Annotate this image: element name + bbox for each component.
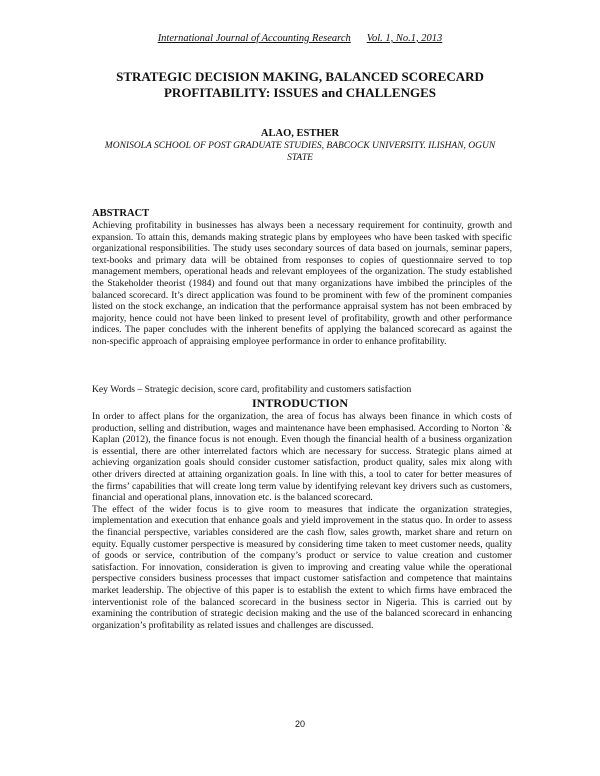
paper-title: STRATEGIC DECISION MAKING, BALANCED SCORECARD PROFITABILITY: ISSUES and CHALLENGES <box>116 69 484 100</box>
abstract-heading: ABSTRACT <box>92 208 150 219</box>
introduction-heading: INTRODUCTION <box>251 396 348 410</box>
author-name: ALAO, ESTHER <box>260 128 340 139</box>
abstract-text: Achieving profitability in businesses has always been a necessary requirement for continuity, growth and expansion. To attain this, demands making strategic plans by employees who have been tasked with specific organizational responsibilities. The study uses secondary sources of data based on journals, seminar papers, text-books and primary data will be obtained from responses to copies of questionnaire served to top management members, operational heads and relevant employees of the organization. The study established the Stakeholder theorist (1984) and found out that many organizations have imbibed the principles of the balanced scorecard. It’s direct application was found to be prominent with few of the prominent companies listed on the stock exchange, an indication that the performance appraisal system has not been embraced by majority, hence could not have been linked to present level of profitability, growth and other performance indices. The paper concludes with the inherent benefits of applying the balanced scorecard as against the non-specific approach of appraising employee performance in order to enhance profitability. <box>92 220 512 347</box>
author-affiliation: MONISOLA SCHOOL OF POST GRADUATE STUDIES, BABCOCK UNIVERSITY. ILISHAN, OGUN STATE <box>104 141 496 163</box>
page-number: 20 <box>294 719 305 729</box>
running-header <box>0 33 600 44</box>
journal-name: International Journal of Accounting Research <box>157 33 351 44</box>
introduction-body <box>92 411 512 631</box>
introduction-paragraph-1: In order to affect plans for the organization, the area of focus has always been finance in which costs of production, selling and distribution, wages and maintenance have been emphasised. According to Norton `& Kaplan (2012), the finance focus is not enough. Even though the financial health of a business organization is essential, there are other interrelated factors which are necessary for success. Strategic plans aimed at achieving organization goals should consider customer satisfaction, product quality, sales mix along with other drivers directed at attaining organization goals. In line with this, a tool to cater for better measures of the firms’ capabilities that will create long term value by identifying relevant key drivers such as customers, financial and operational plans, innovation etc. is the balanced scorecard. <box>92 411 512 504</box>
introduction-paragraph-2: The effect of the wider focus is to give room to measures that indicate the organization strategies, implementation and execution that enhance goals and yield improvement in the status quo. In order to assess the financial perspective, variables considered are the cash flow, sales growth, market share and return on equity. Equally customer perspective is measured by considering time taken to meet customer needs, quality of goods or service, contribution of the company’s product or service to value creation and customer satisfaction. For innovation, consideration is given to improving and creating value while the operational perspective considers business processes that impact customer satisfaction and competence that maintains market leadership. The objective of this paper is to establish the extent to which firms have embraced the interventionist role of the balanced scorecard in the business sector in Nigeria. This is carried out by examining the contribution of strategic decision making and the use of the balanced scorecard in enhancing organization’s profitability as related issues and challenges are discussed. <box>92 503 512 631</box>
keywords: Key Words – Strategic decision, score card, profitability and customers satisfaction <box>92 384 412 395</box>
journal-volume: Vol. 1, No.1, 2013 <box>366 33 443 44</box>
